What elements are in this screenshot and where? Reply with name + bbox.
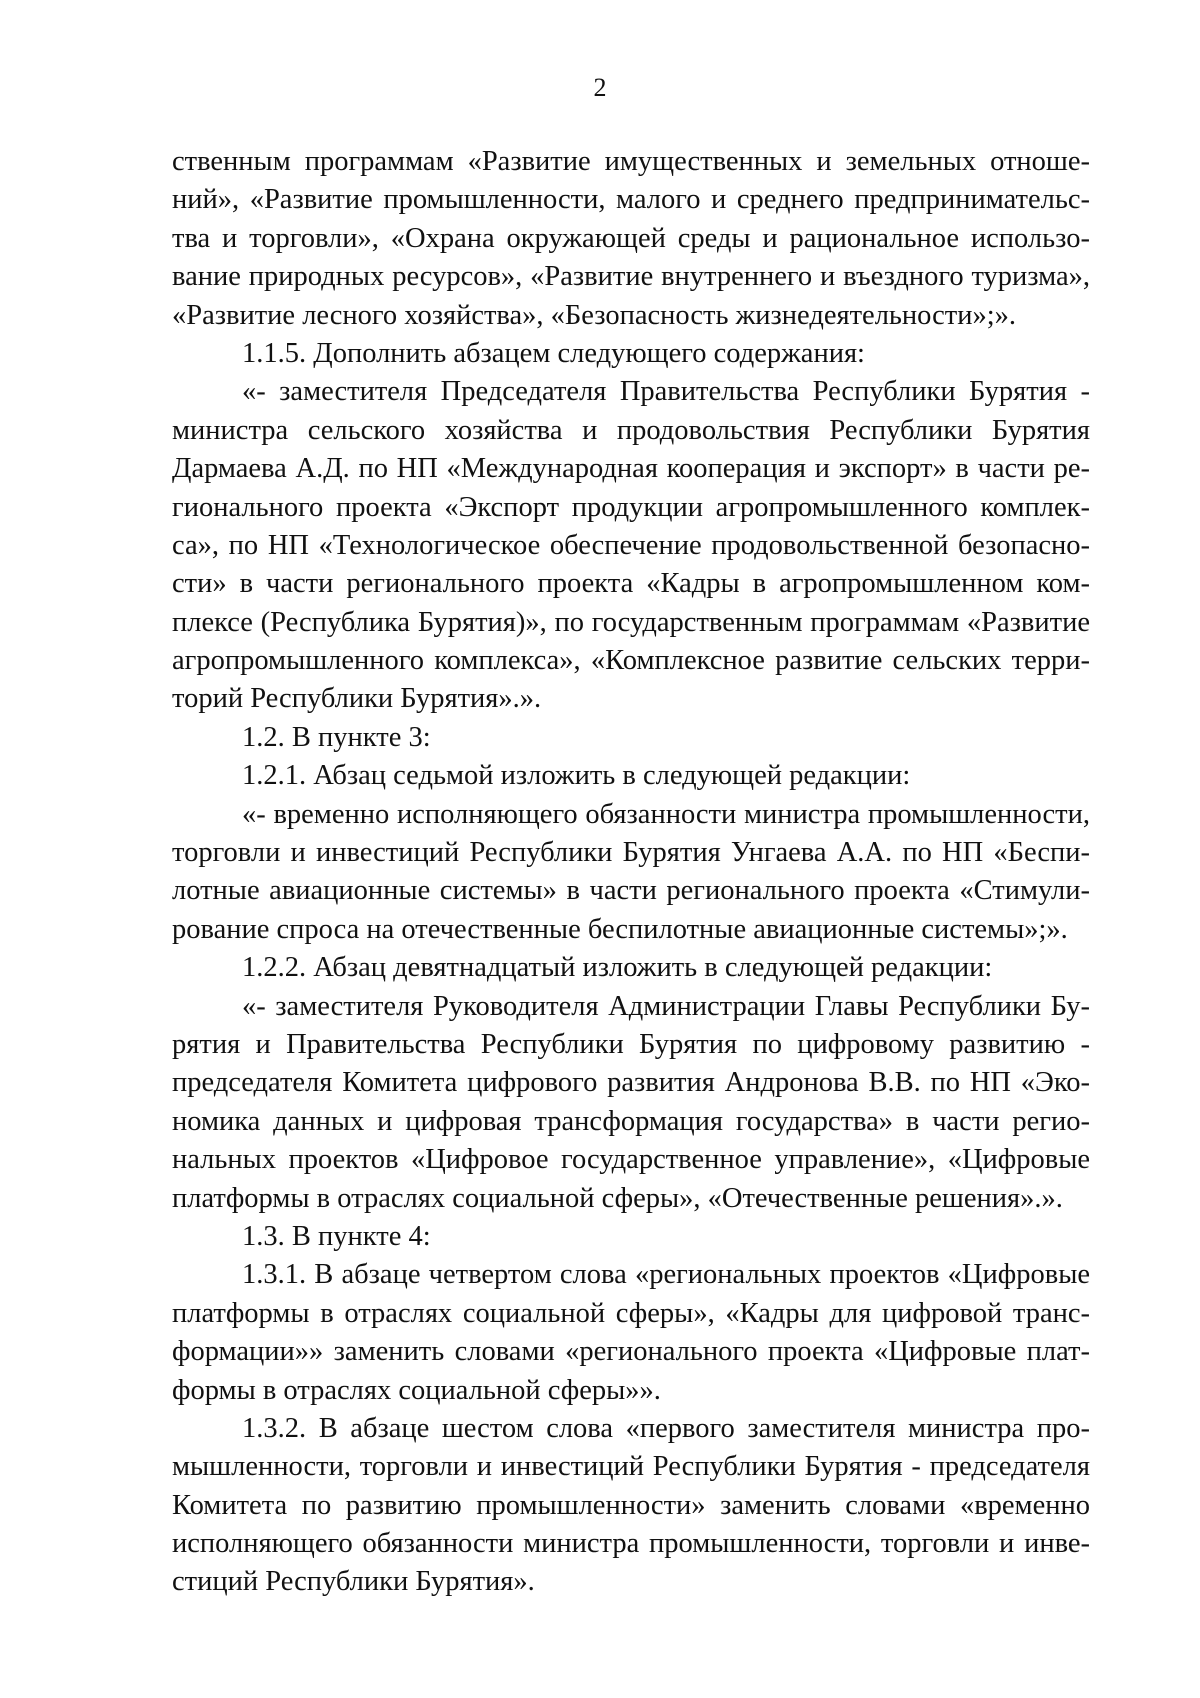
- text-line: «- заместителя Председателя Правительства Республики Бурятия -: [242, 376, 1090, 408]
- text-line: председателя Комитета цифрового развития Андронова В.В. по НП «Эко-: [172, 1067, 1090, 1099]
- text-line: нальных проектов «Цифровое государственное управление», «Цифровые: [172, 1144, 1090, 1176]
- text-line: вание природных ресурсов», «Развитие внутреннего и въездного туризма»,: [172, 261, 1090, 293]
- text-line: торий Республики Бурятия».».: [172, 683, 542, 715]
- text-line: Дармаева А.Д. по НП «Международная кооперация и экспорт» в части ре-: [172, 453, 1090, 485]
- text-line: 1.3.1. В абзаце четвертом слова «региональных проектов «Цифровые: [242, 1259, 1090, 1291]
- text-line: ний», «Развитие промышленности, малого и среднего предпринимательс-: [172, 184, 1090, 216]
- text-line: «- заместителя Руководителя Администрации Главы Республики Бу-: [242, 990, 1090, 1022]
- text-line: номика данных и цифровая трансформация государства» в части регио-: [172, 1105, 1090, 1137]
- document-body: [172, 143, 1090, 1602]
- text-line: Комитета по развитию промышленности» заменить словами «временно: [172, 1489, 1090, 1521]
- text-line: рятия и Правительства Республики Бурятия по цифровому развитию -: [172, 1028, 1090, 1060]
- text-line: 1.2.2. Абзац девятнадцатый изложить в следующей редакции:: [242, 952, 993, 984]
- text-line: 1.1.5. Дополнить абзацем следующего содержания:: [242, 337, 865, 369]
- text-line: 1.2. В пункте 3:: [242, 721, 431, 753]
- text-line: исполняющего обязанности министра промышленности, торговли и инве-: [172, 1528, 1090, 1560]
- text-line: «Развитие лесного хозяйства», «Безопасность жизнедеятельности»;».: [172, 299, 1017, 331]
- text-line: тва и торговли», «Охрана окружающей среды и рациональное использо-: [172, 222, 1090, 254]
- page-number: 2: [593, 73, 607, 102]
- text-line: платформы в отраслях социальной сферы», «Кадры для цифровой транс-: [172, 1297, 1090, 1329]
- text-line: формы в отраслях социальной сферы»».: [172, 1374, 661, 1406]
- text-line: стиций Республики Бурятия».: [172, 1566, 535, 1598]
- text-line: платформы в отраслях социальной сферы», «Отечественные решения».».: [172, 1182, 1063, 1214]
- text-line: «- временно исполняющего обязанности министра промышленности,: [242, 798, 1090, 830]
- text-line: агропромышленного комплекса», «Комплексное развитие сельских терри-: [172, 645, 1090, 677]
- text-line: гионального проекта «Экспорт продукции агропромышленного комплек-: [172, 491, 1090, 523]
- text-line: рование спроса на отечественные беспилотные авиационные системы»;».: [172, 913, 1068, 945]
- text-line: 1.2.1. Абзац седьмой изложить в следующей редакции:: [242, 760, 911, 792]
- text-line: плексе (Республика Бурятия)», по государственным программам «Развитие: [172, 606, 1090, 638]
- text-line: министра сельского хозяйства и продовольствия Республики Бурятия: [172, 414, 1090, 446]
- text-line: торговли и инвестиций Республики Бурятия Унгаева А.А. по НП «Беспи-: [172, 837, 1090, 869]
- text-line: са», по НП «Технологическое обеспечение продовольственной безопасно-: [172, 529, 1090, 561]
- text-line: ственным программам «Развитие имущественных и земельных отноше-: [172, 146, 1090, 177]
- text-line: лотные авиационные системы» в части регионального проекта «Стимули-: [172, 875, 1090, 907]
- text-line: мышленности, торговли и инвестиций Республики Бурятия - председателя: [172, 1451, 1090, 1483]
- text-line: 1.3. В пункте 4:: [242, 1220, 431, 1252]
- text-line: сти» в части регионального проекта «Кадры в агропромышленном ком-: [172, 568, 1090, 600]
- text-line: формации»» заменить словами «регионального проекта «Цифровые плат-: [172, 1336, 1090, 1368]
- text-line: 1.3.2. В абзаце шестом слова «первого заместителя министра про-: [242, 1412, 1090, 1444]
